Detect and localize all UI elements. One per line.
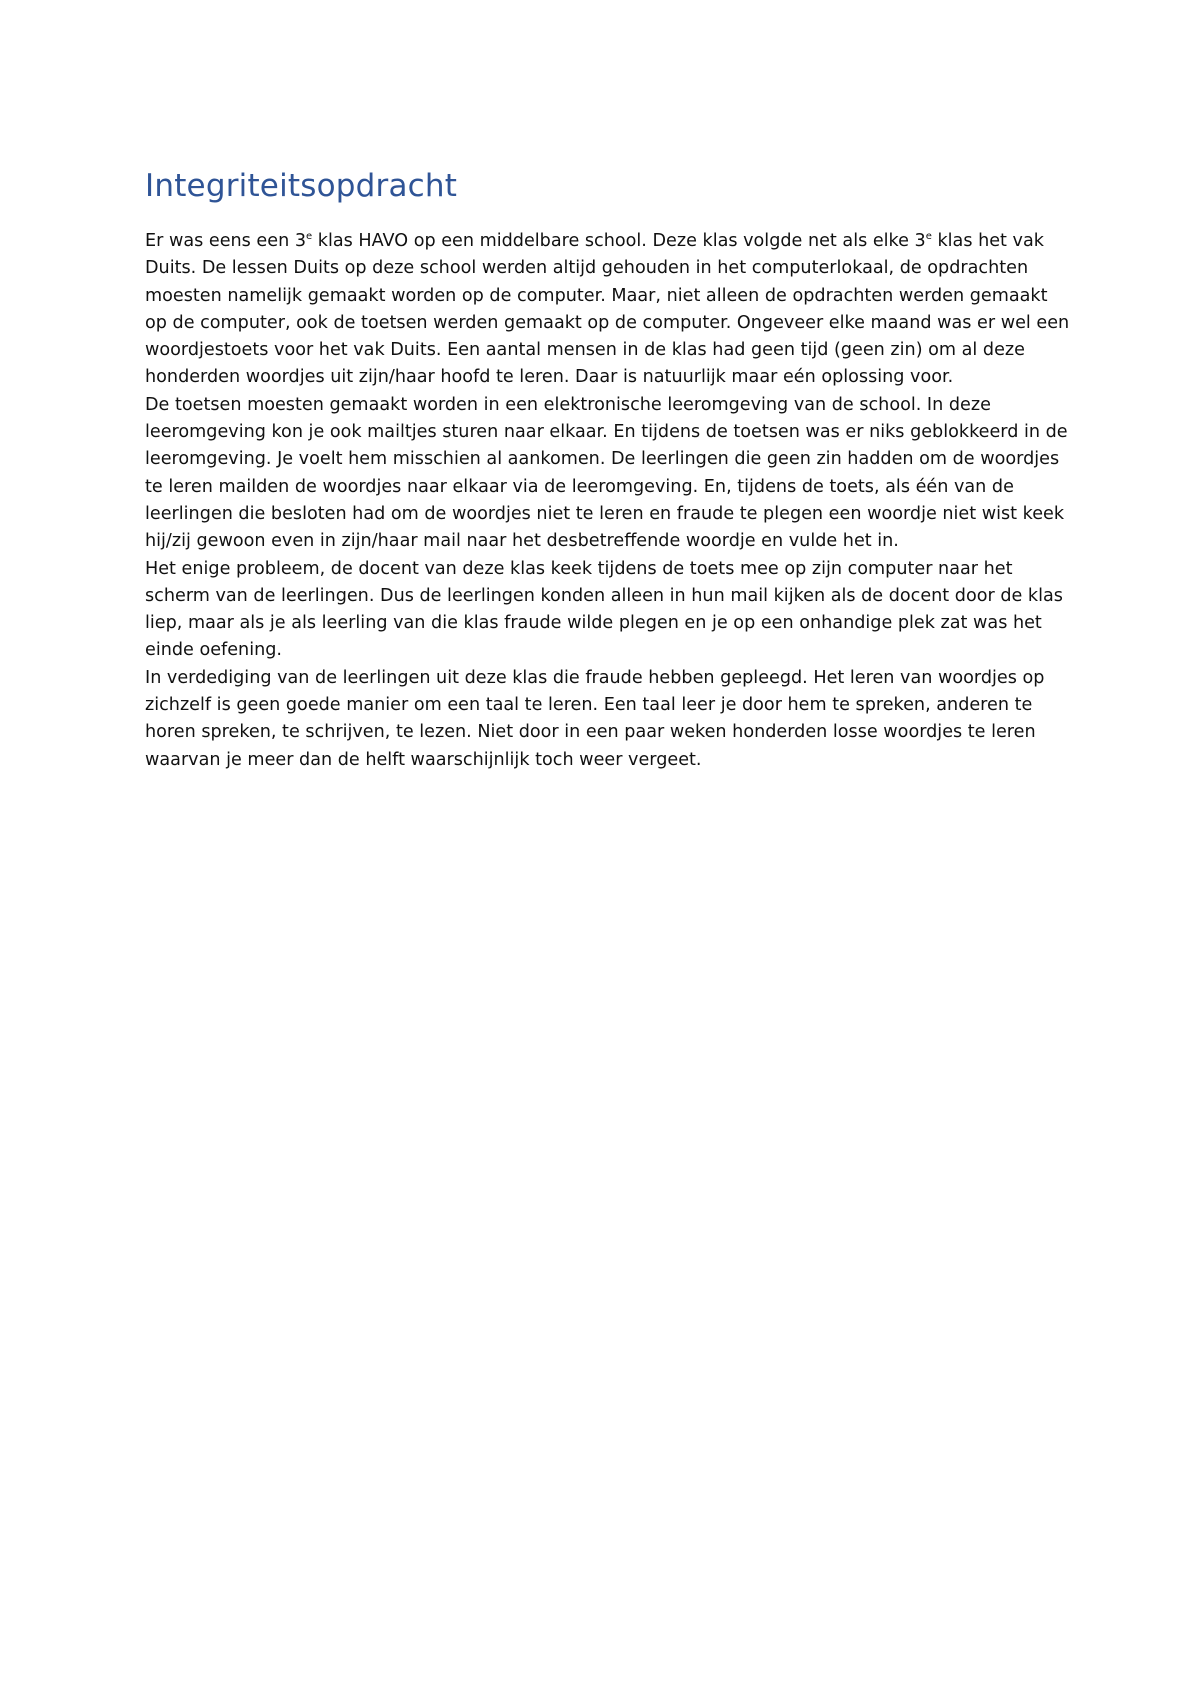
document-title: Integriteitsopdracht [145,168,458,204]
paragraph-1-part-c: klas het vak Duits. De lessen Duits op deze school werden altijd gehouden in het computerlokaal, de opdrachten moesten namelijk gemaakt worden op de computer. Maar, niet alleen de opdrachten werden gemaakt op de computer, ook de toetsen werden gemaakt op de computer. Ongeveer elke maand was er wel een woordjestoets voor het vak Duits. Een aantal mensen in de klas had geen tijd (geen zin) om al deze honderden woordjes uit zijn/haar hoofd te leren. Daar is natuurlijk maar eén oplossing voor. [145,231,1070,388]
ordinal-superscript-2: e [925,231,932,243]
paragraph-1-part-a: Er was eens een 3 [145,231,307,251]
paragraph-2: De toetsen moesten gemaakt worden in een elektronische leeromgeving van de school. In deze leeromgeving kon je ook mailtjes sturen naar elkaar. En tijdens de toetsen was er niks geblokkeerd in de leeromgeving. Je voelt hem misschien al aankomen. De leerlingen die geen zin hadden om de woordjes te leren mailden de woordjes naar elkaar via de leeromgeving. En, tijdens de toets, als één van de leerlingen die besloten had om de woordjes niet te leren en fraude te plegen een woordje niet wist keek hij/zij gewoon even in zijn/haar mail naar het desbetreffende woordje en vulde het in. [145,394,1068,552]
paragraph-1 [145,228,1075,392]
paragraph-3: Het enige probleem, de docent van deze klas keek tijdens de toets mee op zijn computer naar het scherm van de leerlingen. Dus de leerlingen konden alleen in hun mail kijken als de docent door de klas liep, maar als je als leerling van die klas fraude wilde plegen en je op een onhandige plek zat was het einde oefening. [145,558,1063,661]
paragraph-1-part-b: klas HAVO op een middelbare school. Deze klas volgde net als elke 3 [312,231,926,251]
document-body [145,164,1075,774]
ordinal-superscript-1: e [306,231,313,243]
paragraph-4: In verdediging van de leerlingen uit deze klas die fraude hebben gepleegd. Het leren van woordjes op zichzelf is geen goede manier om een taal te leren. Een taal leer je door hem te spreken, anderen te horen spreken, te schrijven, te lezen. Niet door in een paar weken honderden losse woordjes te leren waarvan je meer dan de helft waarschijnlijk toch weer vergeet. [145,667,1045,770]
